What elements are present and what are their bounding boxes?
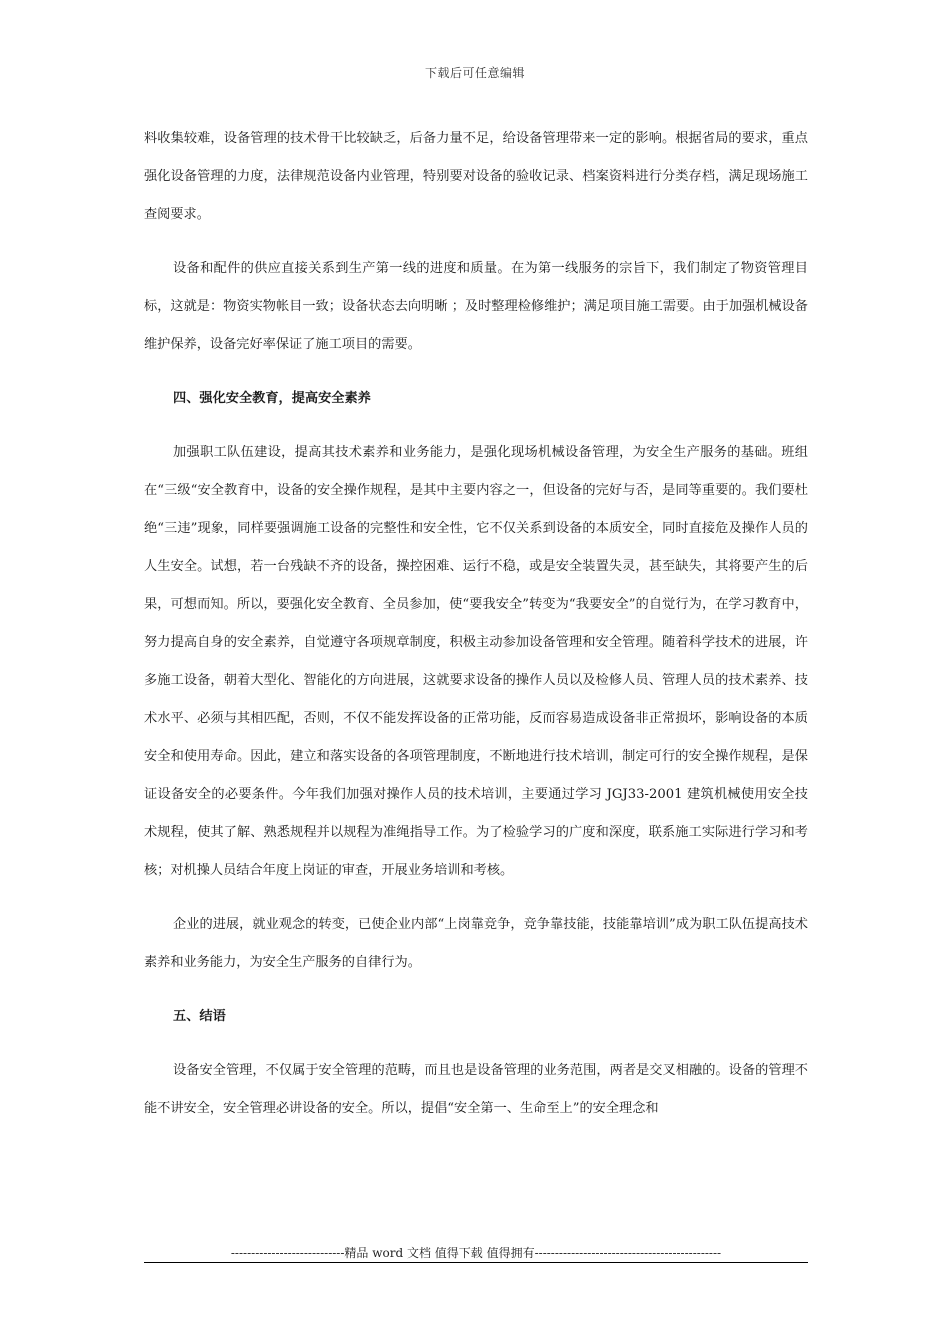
paragraph-gap: [144, 234, 808, 250]
paragraph-1: 料收集较难，设备管理的技术骨干比较缺乏，后备力量不足，给设备管理带来一定的影响。根据省局的要求，重点强化设备管理的力度，法律规范设备内业管理，特别要对设备的验收记录、档案资料进行分类存档，满足现场施工查阅要求。: [144, 131, 808, 222]
paragraph-4: 企业的进展，就业观念的转变，已使企业内部“上岗靠竞争，竞争靠技能，技能靠培训”成为职工队伍提高技术素养和业务能力，为安全生产服务的自律行为。: [144, 917, 808, 970]
section-heading-4: 四、强化安全教育，提高安全素养: [173, 391, 371, 406]
document-body: [144, 120, 808, 1128]
page-header: 下载后可任意编辑: [424, 66, 525, 80]
paragraph-5: 设备安全管理，不仅属于安全管理的范畴，而且也是设备管理的业务范围，两者是交叉相融的。设备的管理不能不讲安全，安全管理必讲设备的安全。所以，提倡“安全第一、生命至上”的安全理念和: [144, 1063, 808, 1116]
section-heading-5: 五、结语: [173, 1009, 226, 1024]
paragraph-gap: [144, 1036, 808, 1052]
paragraph-gap: [144, 890, 808, 906]
paragraph-3: 加强职工队伍建设，提高其技术素养和业务能力，是强化现场机械设备管理，为安全生产服务的基础。班组在“三级“安全教育中，设备的安全操作规程，是其中主要内容之一，但设备的完好与否，是同等重要的。我们要杜绝“三违”现象，同样要强调施工设备的完整性和安全性，它不仅关系到设备的本质安全，同时直接危及操作人员的人生安全。试想，若一台残缺不齐的设备，操控困难、运行不稳，或是安全装置失灵，甚至缺失，其将要产生的后果，可想而知。所以，要强化安全教育、全员参加，使“要我安全”转变为“我要安全”的自觉行为，在学习教育中，努力提高自身的安全素养，自觉遵守各项规章制度，积极主动参加设备管理和安全管理。随着科学技术的进展，许多施工设备，朝着大型化、智能化的方向进展，这就要求设备的操作人员以及检修人员、管理人员的技术素养、技术水平、必须与其相匹配，否则，不仅不能发挥设备的正常功能，反而容易造成设备非正常损坏，影响设备的本质安全和使用寿命。因此，建立和落实设备的各项管理制度，不断地进行技术培训，制定可行的安全操作规程，是保证设备安全的必要条件。今年我们加强对操作人员的技术培训，主要通过学习 JGJ33-2001 建筑机械使用安全技术规程，使其了解、熟悉规程并以规程为准绳指导工作。为了检验学习的广度和深度，联系施工实际进行学习和考核；对机操人员结合年度上岗证的审查，开展业务培训和考核。: [144, 445, 808, 878]
footer-divider: [144, 1262, 808, 1263]
paragraph-gap: [144, 364, 808, 380]
paragraph-gap: [144, 418, 808, 434]
paragraph-2: 设备和配件的供应直接关系到生产第一线的进度和质量。在为第一线服务的宗旨下，我们制定了物资管理目标，这就是：物资实物帐目一致；设备状态去向明晰 ；及时整理检修维护；满足项目施工需要。由于加强机械设备维护保养，设备完好率保证了施工项目的需要。: [144, 261, 808, 352]
paragraph-gap: [144, 982, 808, 998]
page-footer: ----------------------------精品 word 文档 值得下载 值得拥有----------------------------------------------: [230, 1246, 722, 1260]
